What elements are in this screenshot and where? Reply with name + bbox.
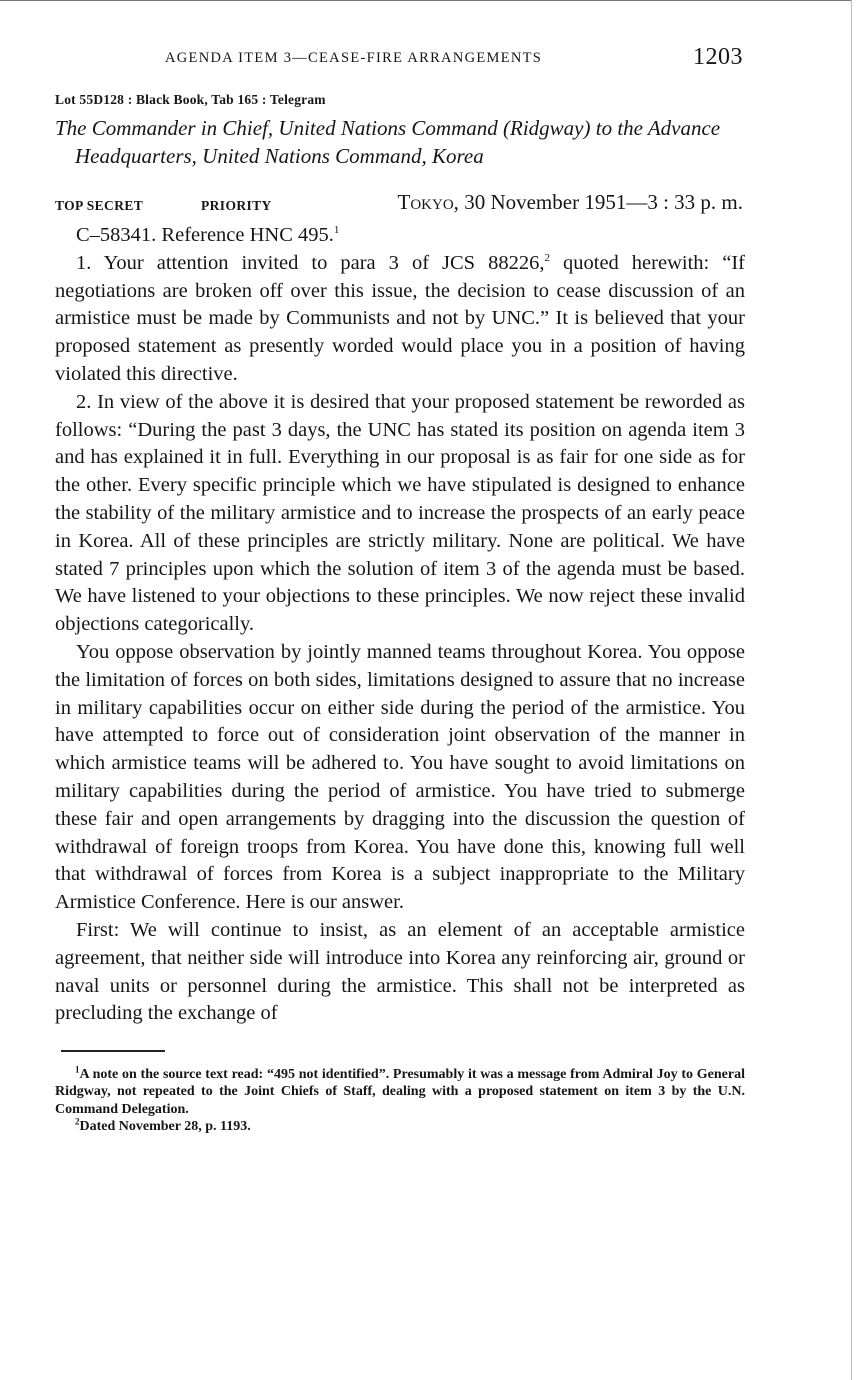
footnote-separator: [61, 1050, 165, 1052]
footnote-ref-2: 2: [544, 251, 550, 264]
footnote-1: [55, 1063, 745, 1119]
page-number: 1203: [693, 44, 743, 70]
paragraph-1-text-a: 1. Your attention invited to para 3 of JCS 88226,: [76, 251, 545, 274]
footnote-2-text: Dated November 28, p. 1193.: [79, 1119, 251, 1135]
right-edge-rule: [851, 0, 852, 1380]
paragraph-3: You oppose observation by jointly manned teams throughout Korea. You oppose the limitation of forces on both sides, limitations designed to assure that no increase in military capabilities occur on either side during the period of the armistice. You have attempted to force out of consideration joint observation of the manner in which armistice teams will be adhered to. You have sought to avoid limitations on military capabilities during the period of armistice. You have tried to submerge these fair and open arrangements by dragging into the discussion the question of withdrawal of foreign troops from Korea. You have done this, knowing full well that withdrawal of forces from Korea is a subject inappropriate to the Military Armistice Conference. Here is our answer.: [55, 640, 745, 914]
footnote-1-mark: 1: [75, 1063, 80, 1074]
page-header: [55, 44, 745, 78]
reference-line: [55, 222, 745, 250]
footnotes: [55, 1063, 745, 1136]
dateline: [55, 190, 745, 220]
place-date: [398, 190, 743, 215]
footnote-2: [55, 1118, 745, 1136]
place: Tokyo,: [397, 190, 459, 214]
footnote-2-mark: 2: [75, 1116, 80, 1127]
footnote-ref-1: 1: [333, 224, 340, 237]
date: 30 November 1951—3 : 33 p. m.: [464, 190, 743, 214]
paragraph-2: 2. In view of the above it is desired that your proposed statement be reworded as follows: “During the past 3 days, the UNC has stated its position on agenda item 3 and has explained it in full. Everything in our proposal is as fair for one side as for the other. Every specific principle which we have stipulated is designed to enhance the stability of the military armistice and to increase the prospects of an early peace in Korea. All of these principles are strictly military. None are political. We have stated 7 principles upon which the solution of item 3 of the agenda must be based. We have listened to your objections to these principles. We now reject these invalid objections categorically.: [55, 390, 745, 636]
top-border-rule: [0, 0, 851, 1]
running-head: AGENDA ITEM 3—CEASE-FIRE ARRANGEMENTS: [165, 50, 543, 66]
reference-text: C–58341. Reference HNC 495.: [76, 224, 334, 246]
priority-label: PRIORITY: [201, 198, 272, 213]
document-title: The Commander in Chief, United Nations Command (Ridgway) to the Advance Headquarters, United Nations Command, Korea: [55, 116, 721, 168]
paragraph-1-text-b: quoted herewith: “If negotiations are broken off over this issue, the decision to cease discussion of an armistice must be made by Communists and not by UNC.” It is believed that your proposed statement as presently worded would place you in a position of having violated this directive.: [55, 251, 745, 385]
classification-label: TOP SECRET: [55, 198, 144, 213]
paragraph-1: [55, 250, 745, 389]
paragraph-4: First: We will continue to insist, as an element of an acceptable armistice agreement, that neither side will introduce into Korea any reinforcing air, ground or naval units or personnel during the armistice. This shall not be interpreted as precluding the exchange of: [55, 918, 745, 1025]
footnote-1-text: A note on the source text read: “495 not identified”. Presumably it was a message from Admiral Joy to General Ridgway, not repeated to the Joint Chiefs of Staff, dealing with a proposed statement on item 3 by the U.N. Command Delegation.: [55, 1066, 745, 1117]
document-page: [55, 44, 745, 1136]
source-note: Lot 55D128 : Black Book, Tab 165 : Telegram: [55, 92, 326, 107]
